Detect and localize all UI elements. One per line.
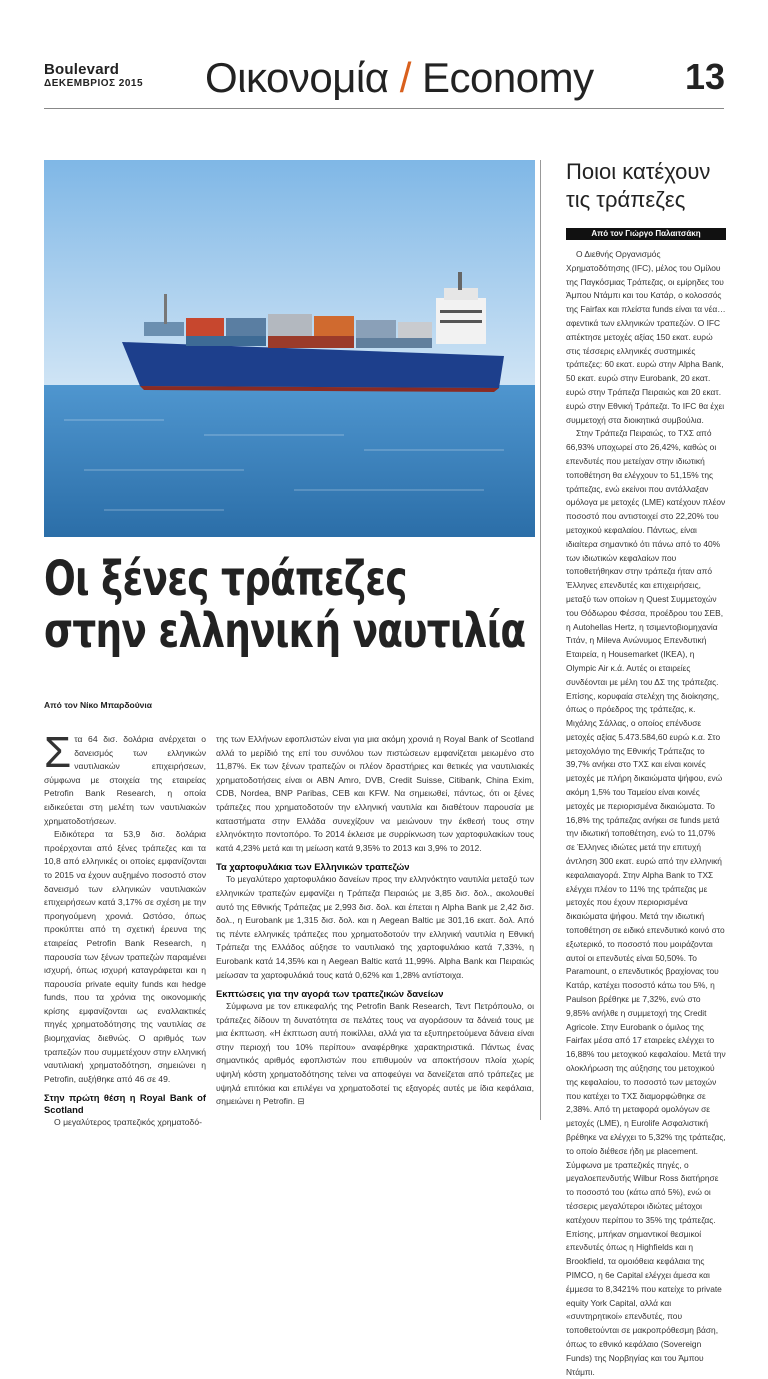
paragraph: Στην Τράπεζα Πειραιώς, το ΤΧΣ από 66,93% υποχωρεί στο 26,42%, καθώς οι επενδυτές που μετείχαν στην ιδιωτική τοποθέτηση θα ελέγχουν το 51,15% της τράπεζας, ενώ εκείνοι που αντάλλαξαν ομόλογα με μετοχές (LME) κατέχουν πλέον ποσοστό που αντιστοιχεί στο 22,20% του μετοχικού κεφαλαίου. Πάντως, είναι ιδιαίτερα σημαντικό ότι πάνω από το 40% των ιδιωτικών κεφαλαίων που τοποθετήθηκαν στην τράπεζα ήταν από Έλληνες επενδυτές και επιχειρήσεις, μεταξύ των οποίων η Quest Συμμετοχών του Θόδωρου Φέσσα, προέδρου του ΣΕΒ, η Autohellas Hertz, η τσιμεντοβιομηχανία Τιτάν, η Mileva Ανώνυμος Επενδυτική Εταιρεία, η Housemarket (IKEA), η Olympic Air κ.ά. Αυτές οι εταιρείες συνδέονται με μέλη του ΔΣ της τράπεζας. Επίσης, κορυφαία στελέχη της διοίκησης, όπως ο πρόεδρος της τράπεζας, κ. Μιχάλης Σάλλας, ο οποίος επένδυσε μετοχές αξίας 5.473.584,60 ευρώ κ.α. Στο μετοχολόγιο της Εθνικής Τράπεζας το 39,7% ανήκει στο ΤΧΣ και είναι κοινές μετοχές με πλήρη δικαιώματα ψήφου, ενώ ακόμη 1,5% του Ταμείου είναι κοινές μετοχές με περιορισμένα δικαιώματα. Το 16,8% της τράπεζας ανήκει σε funds μετά την ιδιωτική τοποθέτηση, ενώ το 11,07% σε Έλληνες ιδιώτες μετά την επιτυχή άντληση 300 εκατ. ευρώ από την ελληνική κεφαλαιαγορά. Στην Alpha Bank το ΤΧΣ ελέγχει πλέον το 11% της τράπεζας με μετοχές που έχουν περιορισμένα δικαιώματα ψήφου. Μετά την ιδιωτική τοποθέτηση σε ειδικό επενδυτικό κοινό στο εξωτερικό, το ποσοστό που μοιράζονται αυτοί οι επενδυτές είναι 50,50%. Το Paramount, ο επενδυτικός βραχίονας του Κατάρ, κατέχει ποσοστό κάτω του 5%, η Paulson βρέθηκε με 7,32%, ενώ στο 9,85% ανήλθε η συμμετοχή της Credit Agricole. Στην Eurobank ο όμιλος της Fairfax μέσα από 17 εταιρείες ελέγχει το 16,88% του μετοχικού κεφαλαίου. Μετά την ολοκλήρωση της αύξησης του μετοχικού της κεφαλαίου, το ποσοστό των μετοχών που κατέχει το ΤΧΣ διαμορφώθηκε σε 2,38%. Από τη μεταφορά ομολόγων σε μετοχές (LME), η Eurolife Ασφαλιστική βρέθηκε να ελέγχει το 5,32% της τράπεζας, το οποίο διέθεσε ήδη με placement. Σύμφωνα με τραπεζικές πηγές, ο μεγαλοεπενδυτής Wilbur Ross διατήρησε το ποσοστό του (κάτω από 5%), ενώ οι τέσσερις μεγαλύτεροι ιδιώτες μέτοχοι κατέχουν περίπου το 35% της τράπεζας. Επίσης, μπήκαν σημαντικοί θεσμικοί επενδυτές όπως η Highfields και η Brookfield, τα ομοιόθεια κεφάλαια της PIMCO, η 6e Capital ελέγχει άμεσα και έμμεσα το 8,3421% που κατείχε το private equity York Capital, αλλά και «συντηρητικοί» επενδυτές, που τοποθετούνται σε μακροπρόθεσμη βάση, όπως το εθνικό κεφάλαιο (Sovereign Funds) της Νορβηγίας και του Άμπου Ντάμπι. (566, 428, 726, 1377)
subheading: Τα χαρτοφυλάκια των Ελληνικών τραπεζών (216, 861, 410, 873)
page-number: 13 (685, 56, 726, 97)
paragraph: Το μεγαλύτερο χαρτοφυλάκιο δανείων προς την ελληνόκτητο ναυτιλία μεταξύ των ελληνικών τραπεζών εμφανίζει η Τράπεζα Πειραιώς με 3,85 δισ. δολ., ακολουθεί αυτό της Εθνικής Τράπεζας με 2,993 δισ. δολ. και έπεται η Alpha Bank με 2,42 δισ. δολ., η Eurobank με 1,315 δισ. δολ. και η Aegean Baltic με 301,16 εκατ. δολ. Από τις πέντε ελληνικές τράπεζες που χρηματοδοτούν την ελληνική ναυτιλία η Εθνική Τράπεζα της Ελλάδος αύξησε το ναυτιλιακό της χαρτοφυλάκιο κατά 7,33%, η Eurobank κατά 14,35% και η Aegean Baltic κατά 11,99%. Alpha Bank και Πειραιώς μείωσαν τα χαρτοφυλάκιά τους κατά 0,62% και 1,28% αντίστοιχα. (216, 874, 534, 980)
paragraph: Ο Διεθνής Οργανισμός Χρηματοδότησης (IFC), μέλος του Ομίλου της Παγκόσμιας Τράπεζας, οι εμίρηδες του Άμπου Ντάμπι και του Κατάρ, ο κολοσσός της Fairfax και πλείστα funds είναι τα νέα… αφεντικά των ελληνικών τραπεζών. Ο IFC απέκτησε μετοχές αξίας 150 εκατ. ευρώ στις τέσσερις ελληνικές συστημικές τράπεζες: 60 εκατ. ευρώ στην Alpha Bank, 50 εκατ. ευρώ στην Eurobank, 20 εκατ. ευρώ στην Τράπεζα Πειραιώς και 20 εκατ. ευρώ στην Εθνική Τράπεζα. Το IFC θα έχει συμμετοχή στα διοικητικά συμβούλια. (566, 249, 726, 425)
subheading: Στην πρώτη θέση η Royal Bank of Scotland (44, 1092, 206, 1116)
brand-block (44, 62, 143, 89)
cargo-ship-photo (44, 160, 535, 537)
sidebar-title: Ποιοι κατέχουν τις τράπεζες (566, 159, 711, 212)
header-divider (44, 108, 724, 109)
sidebar-text (566, 248, 726, 1379)
paragraph-text: Σύμφωνα με τον επικεφαλής της Petrofin Bank Research, Τεντ Πετρόπουλο, οι τράπεζες δίδουν τη δυνατότητα σε πελάτες τους να αγοράσουν τα δάνειά τους με μια έκπτωση. «Η έκπτωση αυτή ποικίλλει, αλλά για τα εξυπηρετούμενα δάνεια είναι στην περιοχή του 10% περίπου» αναφέρθηκε χαρακτηριστικά. Πάντως ένας σημαντικός αριθμός εφοπλιστών που επιθυμούν να αποκτήσουν πλοία χωρίς υψηλή κόστη χρηματοδότησης τείνει να αποφεύγει να δανείζεται από τράπεζες με υψηλά επιτόκια και επιλέγει να χρηματοδοτεί τις εξαγορές αυτές με ίδια κεφάλαια, σημειώνει η Petrofin. (216, 1001, 534, 1107)
paragraph: της των Ελλήνων εφοπλιστών είναι για μια ακόμη χρονιά η Royal Bank of Scotland αλλά το μερίδιό της επί του συνόλου των πιστώσεων εμφανίζεται μειωμένο στο 11,87%. Εκ των ξένων τραπεζών οι πλέον δραστήριες και θετικές για ναυτιλιακές χρηματοδοτήσεις είναι οι ABN Amro, DVB, Credit Suisse, Citibank, China Exim, CDB, Nordea, BNP Paribas, CEB και KFW. Να σημειωθεί, πάντως, ότι οι ξένες τράπεζες που χρηματοδοτούν την ελληνική ναυτιλία και διαθέτουν παρουσία με καταστήματα στην Ελλάδα συνεχίζουν να μειώνουν την έκθεσή τους στην ελληνόκτητο ποντοπόρο. Το 2014 έκλεισε με συρρίκνωση των χαρτοφυλακίων τους κατά 4,23% μετά και τη μείωση κατά 9,35% το 2013 και 3,9% το 2012. (216, 734, 534, 853)
subheading: Εκπτώσεις για την αγορά των τραπεζικών δανείων (216, 988, 444, 1000)
article-title-line2: στην ελληνική ναυτιλία (44, 603, 526, 659)
article-column-2 (216, 733, 534, 1109)
article-byline: Από τον Νίκο Μπαρδούνια (44, 700, 152, 710)
section-separator: / (399, 54, 411, 101)
section-title-en: Economy (422, 54, 594, 101)
paragraph: Ο μεγαλύτερος τραπεζικός χρηματοδό- (54, 1117, 202, 1128)
column-divider (540, 160, 541, 1120)
sidebar-byline: Από τον Γιώργο Παλαιτσάκη (566, 228, 726, 240)
article-column-1 (44, 728, 206, 1130)
dropcap: Σ (44, 728, 72, 777)
issue-date: ΔΕΚΕΜΒΡΙΟΣ 2015 (44, 78, 144, 89)
section-title (205, 54, 594, 102)
brand-name: Boulevard (44, 61, 120, 78)
paragraph: Ειδικότερα τα 53,9 δισ. δολάρια προέρχονται από ξένες τράπεζες και τα 10,8 από ελληνικές οι οποίες εμφανίζονται το 2015 να έχουν αυξημένο ποσοστό στον δανεισμό των ελληνικών ναυτιλιακών επιχειρήσεων κατά 3,17% σε σχέση με την προηγούμενη χρονιά. Ωστόσο, όπως προκύπτει από τη σχετική έρευνα της εταιρείας Petrofin Bank Research, η παρουσία των ξένων τραπεζών παραμένει ισχυρή, όπως ισχυρή καταγράφεται και η παρουσία private equity funds και hedge funds, που τα χρόνια της οικονομικής κρίσης εμφανίζονται ως εναλλακτικές πηγές χρηματοδότησης της ναυτιλίας σε βιομηχανίας διεθνώς. Ο αριθμός των τραπεζών που συμμετέχουν στην ελληνική ναυτιλιακή χρηματοδότηση, σημειώνει η Petrofin, αυξήθηκε από 46 σε 49. (44, 829, 206, 1084)
article-title (44, 551, 526, 659)
article-title-line1: Οι ξένες τράπεζες (44, 551, 407, 607)
section-title-gr: Οικονομία (205, 54, 389, 101)
paragraph (216, 1000, 534, 1109)
end-mark-icon: ⊟ (297, 1096, 305, 1107)
paragraph: τα 64 δισ. δολάρια ανέρχεται ο δανεισμός των ελληνικών ναυτιλιακών επιχειρήσεων, σύμφωνα με στοιχεία της εταιρείας Petrofin Bank Research, η οποία ειδικεύεται στη μελέτη των ναυτιλιακών χρηματοδοτήσεων. (44, 734, 206, 826)
